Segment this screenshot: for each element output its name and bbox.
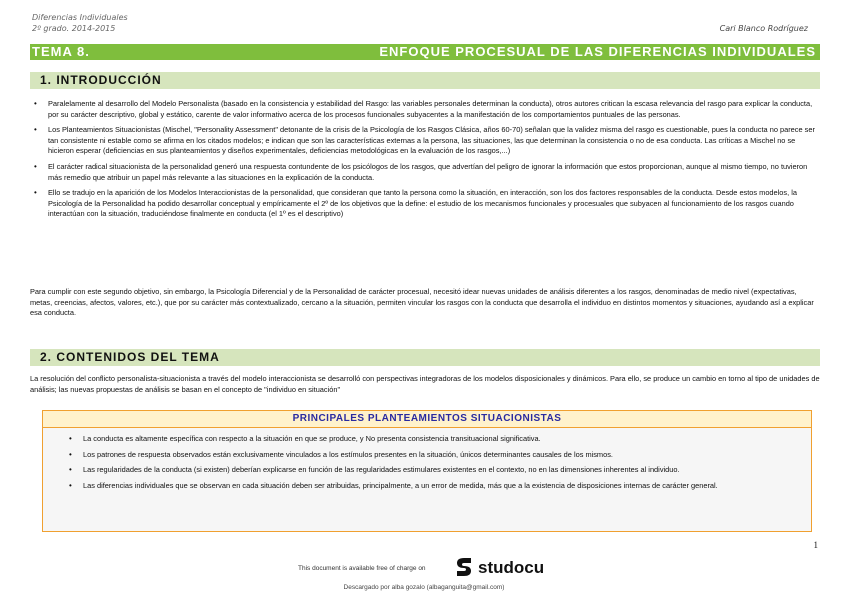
contents-intro-paragraph: La resolución del conflicto personalista-situacionista a través del modelo interaccionista se desarrolló con perspectivas integradoras de los modelos disposicionales y dinámicos. Para ello, se produce un cambio en torno al tipo de unidades de análisis; las nuevas propuestas de análisis se basan en el concepto de "individuo en situación" [30,374,820,394]
download-notice: Descargado por alba gozalo (albaganguita@gmail.com) [343,584,505,591]
introduction-closing-paragraph: Para cumplir con este segundo objetivo, sin embargo, la Psicología Diferencial y de la Personalidad de carácter procesual, necesitó idear nuevas unidades de análisis diferentes a los rasgos, denominadas de medio nivel (expectativas, metas, creencias, afectos, valores, etc.), que por su carácter más contextualizado, cercano a la situación, permiten vincular los rasgos con la conducta que desarrolla el individuo en distintos momentos y situaciones, ayudando así a explicar esa conducta. [30,287,814,318]
section-heading-contents: 2. CONTENIDOS DEL TEMA [30,349,820,366]
section-heading-introduction: 1. INTRODUCCIÓN [30,72,820,89]
subject-label: Diferencias Individuales [32,13,128,22]
list-item: • Las diferencias individuales que se observan en cada situación deben ser atribuidas, principalmente, a un error de medida, más que a la existencia de disposiciones internas de carácter general. [83,481,795,492]
studocu-brand[interactable]: studocu [478,558,545,577]
list-item: • Los patrones de respuesta observados están exclusivamente vinculados a los estímulos presentes en la situación, únicos determinantes causales de los mismos. [83,450,795,461]
box-body [43,428,811,531]
list-item: • La conducta es altamente específica con respecto a la situación en que se produce, y No presenta consistencia transituacional significativa. [83,434,795,445]
introduction-list [48,99,820,225]
list-item: • Los Planteamientos Situacionistas (Mischel, "Personality Assessment" detonante de la crisis de la Psicología de los Rasgos Clásica, años 60-70) señalan que la validez misma del rasgo es cuestionable, pues la conducta no parece ser tan consistente ni estable como se afirma en los citados modelos; e indican que son las características externas a la persona, las situaciones, las que determinan la consistencia o no de esa conducta. Las críticas a Mischel no se hicieron esperar (deficiencias en sus planteamientos y diseños experimentales, deficiencias metodológicas en la evaluación de los rasgos,...) [48,125,820,157]
footer [298,557,598,579]
principles-list [83,434,795,491]
author-label: Cari Blanco Rodríguez [719,24,808,33]
list-item: • Ello se tradujo en la aparición de los Modelos Interaccionistas de la personalidad, que consideran que tanto la persona como la situación, en interacción, son los dos factores responsables de la conducta. Desde estos modelos, la Psicología de la Personalidad ha podido desarrollar conceptual y empíricamente el 2º de los objetivos que la define: el estudio de los mecanismos funcionales y procesuales que subyacen al funcionamiento de los rasgos cuando interactúan con la situación, traduciéndose finalmente en conducta (el 1º es el descriptivo) [48,188,820,220]
title-bar [30,44,820,60]
course-label: 2º grado. 2014-2015 [32,24,116,33]
page-number: 1 [813,540,818,550]
list-item: • Las regularidades de la conducta (si existen) deberían explicarse en función de las regularidades estimulares existentes en el contexto, no en las dimensiones inherentes al individuo. [83,465,795,476]
studocu-logo-icon [455,557,473,577]
topic-number: TEMA 8. [32,44,90,59]
availability-notice: This document is available free of charge on [298,565,426,572]
document-header [32,12,128,34]
list-item: • Paralelamente al desarrollo del Modelo Personalista (basado en la consistencia y estabilidad del Rasgo: las variables personales determinan la conducta), otros autores critican la escasa relevancia del rasgo para explicar la conducta, por su carácter descriptivo, global y estático, carente de valor informativo acerca de los procesos funcionales subyacentes a la manifestación de los comportamientos puntuales de las personas. [48,99,820,120]
topic-title: ENFOQUE PROCESUAL DE LAS DIFERENCIAS INDIVIDUALES [379,44,816,59]
box-title: PRINCIPALES PLANTEAMIENTOS SITUACIONISTAS [43,411,811,428]
situationist-principles-box [42,410,812,532]
list-item: • El carácter radical situacionista de la personalidad generó una respuesta contundente de los psicólogos de los rasgos, que advertían del peligro de ignorar la información que estos proporcionan, aunque al mismo tiempo, no tuvieron más remedio que atribuir un papel más relevante a las situaciones en la explicación de la conducta. [48,162,820,183]
